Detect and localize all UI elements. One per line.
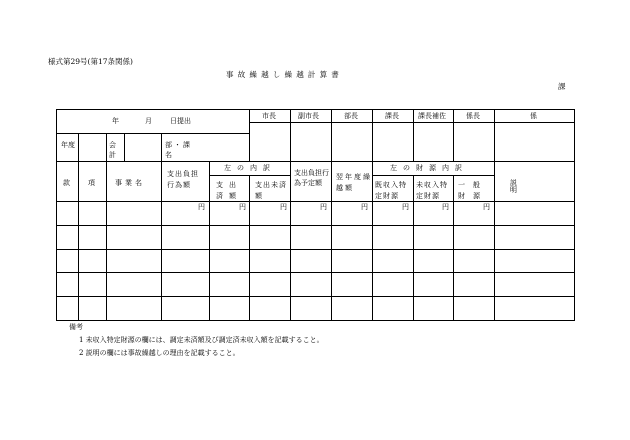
yen-kishunyu: 円 — [402, 203, 409, 211]
col-shishutsu: 支出負担行為額 — [167, 170, 199, 189]
col-yotei: 支出負担行為予定額 — [294, 169, 329, 187]
yen-yotei: 円 — [320, 203, 327, 211]
col-yokunendo: 翌年度繰越額 — [336, 173, 372, 192]
submit-day-label: 日提出 — [170, 117, 191, 125]
col-ippan: 一般財源 — [458, 181, 488, 200]
yen-ippan: 円 — [483, 203, 490, 211]
approval-deputy-mayor: 副市長 — [298, 112, 319, 120]
note-item-2: 2 説明の欄には事故繰越しの理由を記載すること。 — [79, 349, 240, 357]
approval-subsection-chief: 係長 — [466, 112, 480, 120]
col-mishiharai: 支出未済額 — [255, 181, 287, 200]
col-uchiwake: 左の内訳 — [224, 164, 276, 172]
col-kan: 款 — [63, 179, 70, 187]
col-zaigen: 左の財源内訳 — [390, 164, 468, 172]
yen-shishutsu: 円 — [198, 203, 205, 211]
col-mishunyu: 未収入特定財源 — [416, 181, 448, 200]
col-setsumei: 説明 — [510, 179, 553, 194]
form-title: 事故繰越し繰越計算書 — [226, 70, 343, 79]
approval-assistant-chief: 課長補佐 — [418, 112, 446, 120]
account-label: 会計 — [109, 141, 116, 159]
approval-director: 部長 — [344, 112, 358, 120]
fiscal-year-label: 年度 — [61, 141, 75, 149]
note-item-1: 1 未収入特定財源の欄には、調定未済額及び調定済未収入額を記載すること。 — [79, 336, 324, 344]
yen-mishunyu: 円 — [442, 203, 449, 211]
approval-staff: 係 — [530, 112, 537, 120]
yen-shiharai: 円 — [239, 203, 246, 211]
submit-year-label: 年 — [112, 117, 128, 125]
dept-label: 部・課名 — [165, 141, 192, 159]
yen-yokunendo: 円 — [361, 203, 368, 211]
col-kou: 項 — [88, 179, 95, 187]
submit-month-label: 月 — [145, 117, 152, 125]
approval-section-chief: 課長 — [385, 112, 399, 120]
col-shiharai: 支出済額 — [216, 181, 242, 200]
col-jigyo: 事業名 — [115, 179, 145, 187]
col-kishunyu: 既収入特定財源 — [375, 181, 407, 200]
yen-mishiharai: 円 — [280, 203, 287, 211]
dept-suffix: 課 — [558, 82, 566, 91]
notes-heading: 備考 — [69, 323, 83, 331]
form-number: 様式第29号(第17条関係) — [48, 57, 133, 66]
approval-mayor: 市長 — [262, 112, 276, 120]
